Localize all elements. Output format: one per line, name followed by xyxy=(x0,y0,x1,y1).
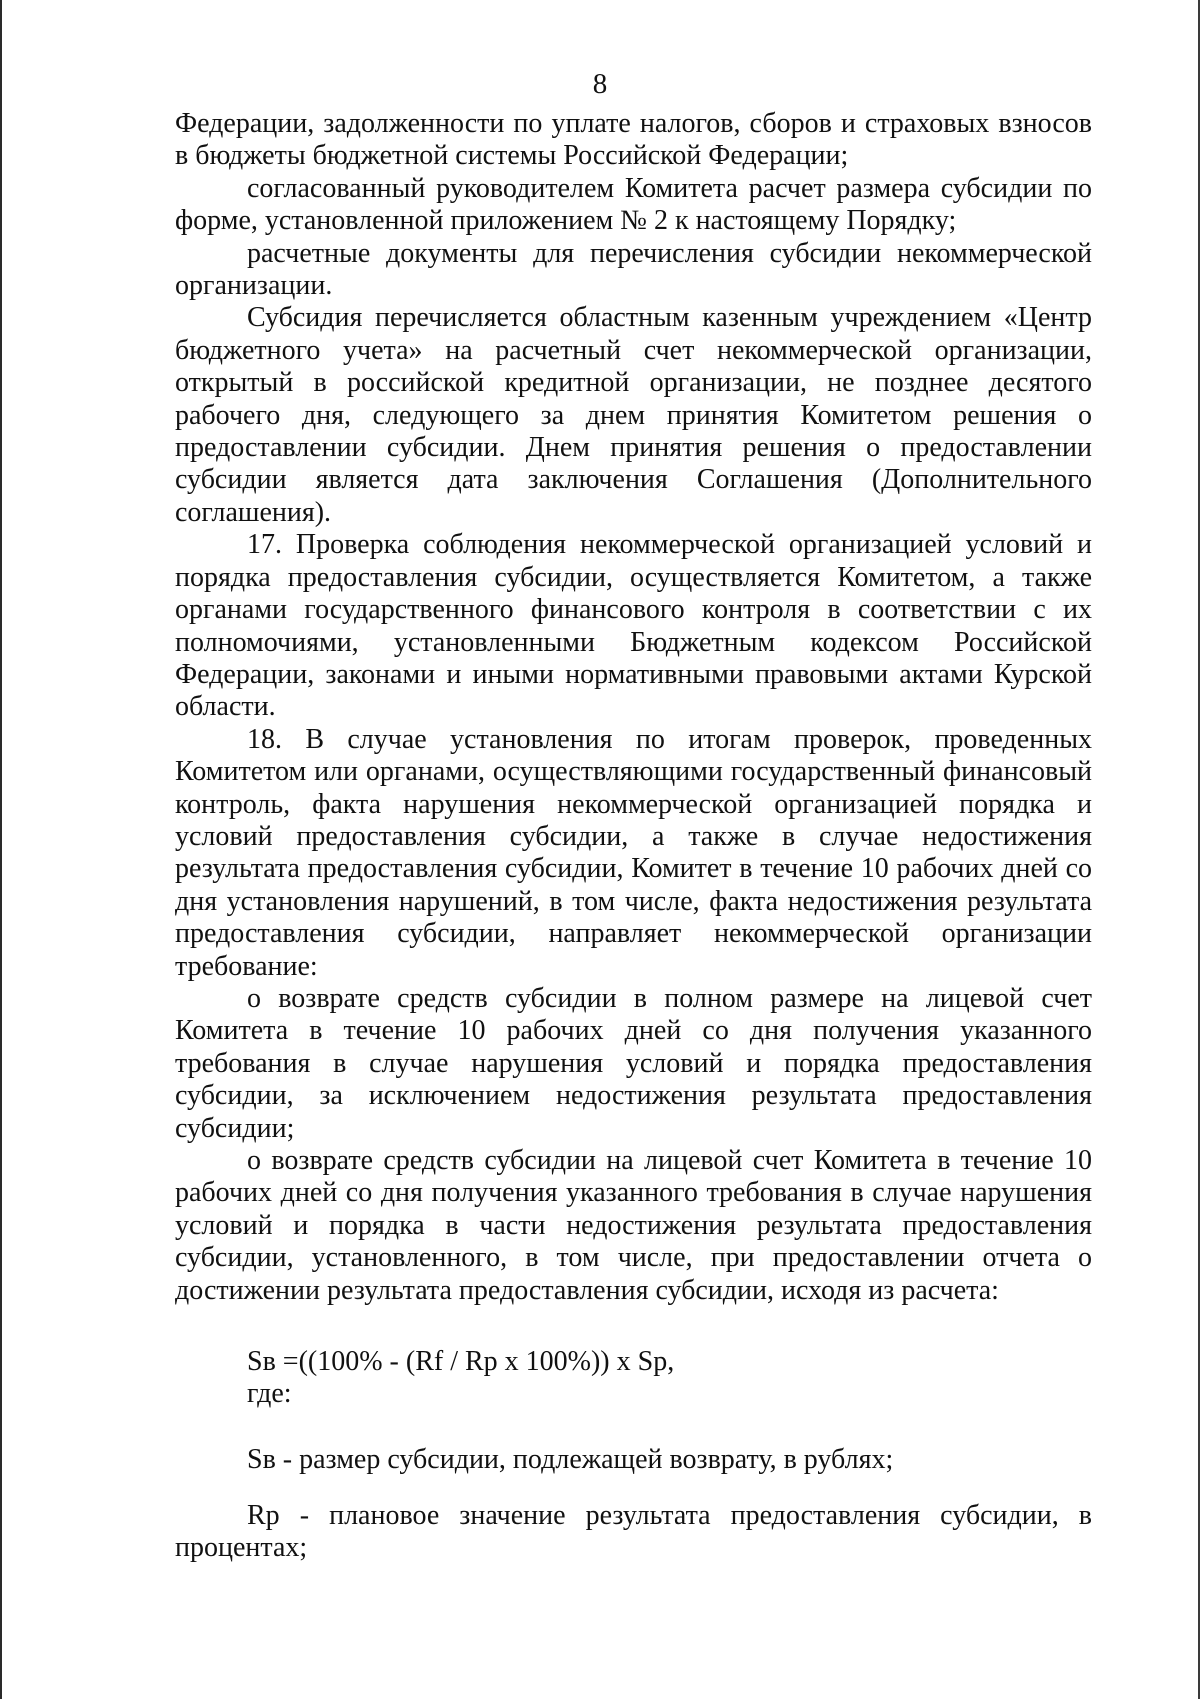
formula-definition-rp-block xyxy=(175,1500,1092,1565)
paragraph-continuation: Федерации, задолженности по уплате налогов, сборов и страховых взносов в бюджеты бюджетной системы Российской Федерации; xyxy=(175,108,1092,172)
paragraph-subsidy-transfer: Субсидия перечисляется областным казенным учреждением «Центр бюджетного учета» на расчетный счет некоммерческой организации, открытый в российской кредитной организации, не позднее десятого рабочего дня, следующего за днем принятия Комитетом решения о предоставлении субсидии. Днем принятия решения о предоставлении субсидии является дата заключения Соглашения (Дополнительного соглашения). xyxy=(175,302,1092,528)
formula-where: где: xyxy=(247,1378,292,1410)
page-number: 8 xyxy=(592,68,608,100)
scan-edge-left xyxy=(0,0,2,1699)
paragraph-partial-refund: о возврате средств субсидии на лицевой счет Комитета в течение 10 рабочих дней со дня получения указанного требования в случае нарушения условий и порядка в части недостижения результата предоставления субсидии, установленного, в том числе, при предоставлении отчета о достижении результата предоставления субсидии, исходя из расчета: xyxy=(175,1145,1092,1306)
formula-definition-sv: Sв - размер субсидии, подлежащей возврату, в рублях; xyxy=(247,1444,894,1475)
paragraph-payment-documents: расчетные документы для перечисления субсидии некоммерческой организации. xyxy=(175,237,1092,302)
paragraph-full-refund: о возврате средств субсидии в полном размере на лицевой счет Комитета в течение 10 рабочих дней со дня получения указанного требования в случае нарушения условий и порядка предоставления субсидии, за исключением недостижения результата предоставления субсидии; xyxy=(175,982,1092,1144)
formula xyxy=(247,1346,674,1411)
formula-expression: Sв =((100% - (Rf / Rp x 100%)) x Sp, xyxy=(247,1346,675,1377)
document-body xyxy=(175,108,1092,1307)
paragraph-calculation: согласованный руководителем Комитета расчет размера субсидии по форме, установленной приложением № 2 к настоящему Порядку; xyxy=(175,172,1092,237)
paragraph-clause-18: 18. В случае установления по итогам проверок, проведенных Комитетом или органами, осуществляющими государственный финансовый контроль, факта нарушения некоммерческой организацией порядка и условий предоставления субсидии, а также в случае недостижения результата предоставления субсидии, Комитет в течение 10 рабочих дней со дня установления нарушений, в том числе, факта недостижения результата предоставления субсидии, направляет некоммерческой организации требование: xyxy=(175,723,1092,982)
formula-definition-rp: Rp - плановое значение результата предоставления субсидии, в процентах; xyxy=(175,1500,1092,1564)
paragraph-clause-17: 17. Проверка соблюдения некоммерческой организацией условий и порядка предоставления субсидии, осуществляется Комитетом, а также органами государственного финансового контроля в соответствии с их полномочиями, установленными Бюджетным кодексом Российской Федерации, законами и иными нормативными правовыми актами Курской области. xyxy=(175,529,1092,723)
